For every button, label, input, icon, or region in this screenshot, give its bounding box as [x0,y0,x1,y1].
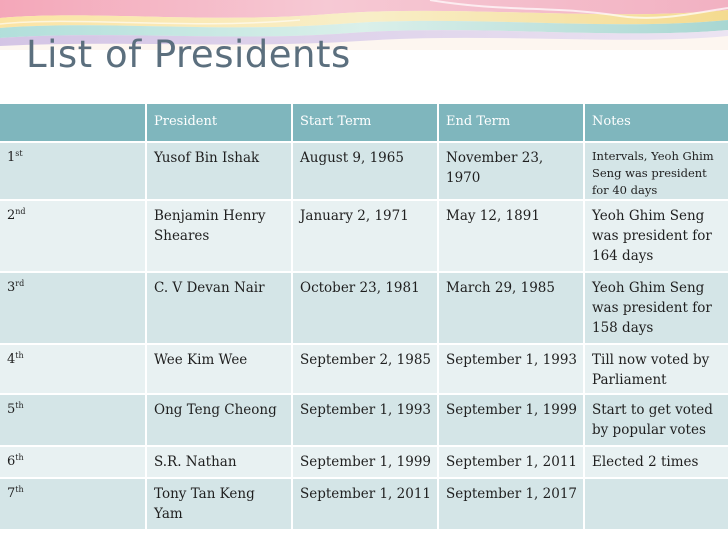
notes-cell: Intervals, Yeoh Ghim Seng was president for 40 days [584,142,728,200]
table-row [0,478,728,530]
table-row [0,394,728,446]
rank-cell [0,142,146,200]
table-row [0,272,728,344]
rank-suffix: th [15,351,24,360]
president-cell: Tony Tan Keng Yam [146,478,292,530]
rank-cell [0,394,146,446]
start-term-cell: September 1, 2011 [292,478,438,530]
table-row [0,200,728,272]
rank-suffix: nd [15,207,26,216]
rank-number: 5 [7,402,16,417]
start-term-cell: October 23, 1981 [292,272,438,344]
presidents-table [0,104,728,531]
header-notes: Notes [584,104,728,142]
rank-number: 3 [7,280,16,295]
table-row [0,142,728,200]
end-term-cell: November 23, 1970 [438,142,584,200]
rank-number: 6 [7,454,16,469]
header-end-term: End Term [438,104,584,142]
rank-cell [0,272,146,344]
president-cell: C. V Devan Nair [146,272,292,344]
rank-cell [0,200,146,272]
rank-number: 7 [7,486,16,501]
president-cell: Yusof Bin Ishak [146,142,292,200]
start-term-cell: January 2, 1971 [292,200,438,272]
notes-cell: Elected 2 times [584,446,728,478]
rank-number: 4 [7,352,16,367]
president-cell: Benjamin Henry Sheares [146,200,292,272]
start-term-cell: September 1, 1999 [292,446,438,478]
president-cell: Wee Kim Wee [146,344,292,394]
start-term-cell: September 2, 1985 [292,344,438,394]
rank-suffix: th [15,453,24,462]
notes-cell: Till now voted by Parliament [584,344,728,394]
rank-cell [0,478,146,530]
table-row [0,446,728,478]
slide-title: List of Presidents [26,33,351,76]
header-start-term: Start Term [292,104,438,142]
rank-cell [0,344,146,394]
start-term-cell: September 1, 1993 [292,394,438,446]
end-term-cell: September 1, 2011 [438,446,584,478]
end-term-cell: September 1, 2017 [438,478,584,530]
rank-cell [0,446,146,478]
rank-suffix: th [15,401,24,410]
table-header-row [0,104,728,142]
table-row [0,344,728,394]
president-cell: S.R. Nathan [146,446,292,478]
rank-number: 2 [7,208,16,223]
end-term-cell: May 12, 1891 [438,200,584,272]
header-rank [0,104,146,142]
notes-cell: Start to get voted by popular votes [584,394,728,446]
rank-number: 1 [7,150,16,165]
end-term-cell: September 1, 1993 [438,344,584,394]
notes-cell [584,478,728,530]
president-cell: Ong Teng Cheong [146,394,292,446]
rank-suffix: th [15,485,24,494]
end-term-cell: September 1, 1999 [438,394,584,446]
start-term-cell: August 9, 1965 [292,142,438,200]
end-term-cell: March 29, 1985 [438,272,584,344]
rank-suffix: rd [15,279,25,288]
header-president: President [146,104,292,142]
notes-cell: Yeoh Ghim Seng was president for 164 days [584,200,728,272]
notes-cell: Yeoh Ghim Seng was president for 158 days [584,272,728,344]
presidents-table-container [0,104,728,531]
rank-suffix: st [15,149,23,158]
